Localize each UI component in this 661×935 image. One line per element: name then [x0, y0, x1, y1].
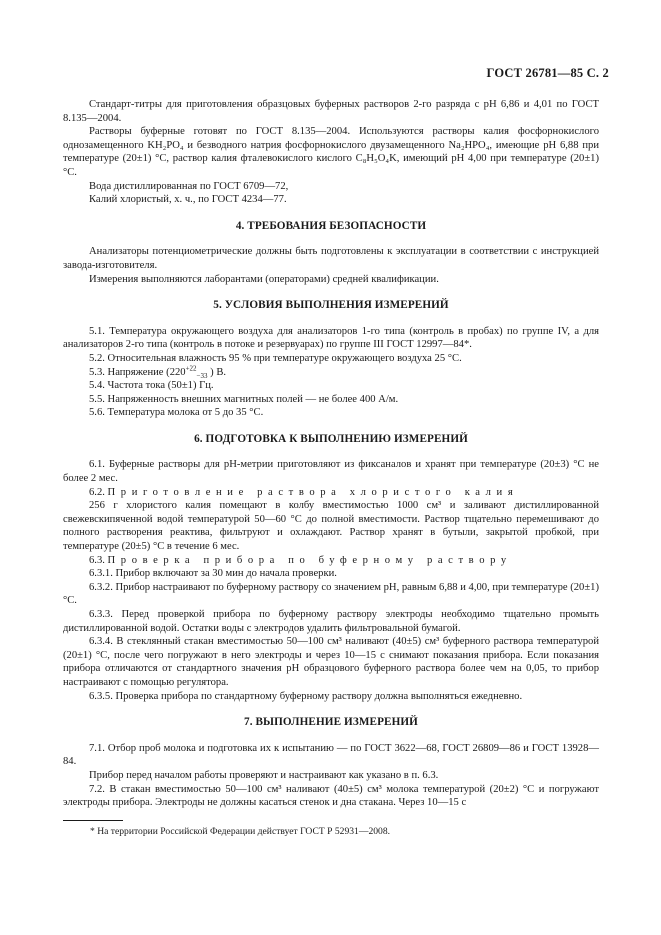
page-header: ГОСТ 26781—85 С. 2 [486, 66, 609, 80]
clause-6-3-number: 6.3. [89, 554, 105, 566]
clause-5-3-text: 5.3. Напряжение (220 [89, 366, 186, 378]
clause-6-3 [63, 554, 599, 568]
voltage-upper-tolerance: +22 [185, 363, 197, 372]
section-4-title: 4. ТРЕБОВАНИЯ БЕЗОПАСНОСТИ [235, 219, 427, 232]
clause-5-5: 5.5. Напряженность внешних магнитных полей — не более 400 А/м. [89, 393, 399, 405]
clause-7-1: 7.1. Отбор проб молока и подготовка их к испытанию — по ГОСТ 3622—68, ГОСТ 26809—86 и ГОСТ 13928—84. [63, 742, 599, 768]
clause-5-3-unit: ) В. [210, 366, 227, 378]
footnote: * На территории Российской Федерации действует ГОСТ Р 52931—2008. [90, 826, 391, 837]
clause-6-2 [63, 486, 599, 500]
section-4-paragraph-2: Измерения выполняются лаборантами (операторами) средней квалификации. [89, 273, 439, 285]
clause-7-2: 7.2. В стакан вместимостью 50—100 см³ наливают (40±5) см³ молока температурой (20±2) °С и погружают электроды прибора. Электроды не должны касаться стенок и дна стакана. Через 10—15 с [63, 783, 599, 809]
clause-6-3-2: 6.3.2. Прибор настраивают по буферному раствору со значением pH, равным 6,88 и 4,00, при температуре (20±1) °С. [63, 581, 599, 607]
intro-paragraph-2: Растворы буферные готовят по ГОСТ 8.135—2004. Используются растворы калия фосфорнокислого однозамещенного KH₂PO₄ и безводного натрия фосфорнокислого двузамещенного Na₂HPO₄, имеющие pH 6,88 при температуре (20±1) °С, раствор калия фталевокислого кислого C₈H₅O₄K, имеющий pH 4,00 при температуре (20±1) °С. [63, 126, 599, 178]
clause-5-3 [63, 363, 599, 380]
section-7-title: 7. ВЫПОЛНЕНИЕ ИЗМЕРЕНИЙ [244, 716, 418, 729]
clause-6-3-3: 6.3.3. Перед проверкой прибора по буферному раствору электроды необходимо тщательно промыть дистиллированной водой. Остатки воды с электродов удалить фильтровальной бумагой. [63, 609, 599, 634]
clause-6-1: 6.1. Буферные растворы для pH-метрии приготовляют из фиксаналов и хранят при температуре (20±3) °С не более 2 мес. [63, 459, 599, 485]
clause-6-3-title: Проверка прибора по буферному раствору [107, 554, 512, 566]
section-6-title: 6. ПОДГОТОВКА К ВЫПОЛНЕНИЮ ИЗМЕРЕНИЙ [194, 432, 468, 445]
section-5-title: 5. УСЛОВИЯ ВЫПОЛНЕНИЯ ИЗМЕРЕНИЙ [213, 299, 449, 312]
clause-6-2-title: Приготовление раствора хлористого калия [107, 486, 519, 498]
clause-5-4: 5.4. Частота тока (50±1) Гц. [89, 380, 214, 392]
intro-paragraph-1: Стандарт-титры для приготовления образцовых буферных растворов 2-го разряда с pH 6,86 и 4,01 по ГОСТ 8.135—2004. [63, 99, 599, 124]
intro-paragraph-3: Вода дистиллированная по ГОСТ 6709—72, [89, 180, 289, 192]
clause-6-2-body: 256 г хлористого калия помещают в колбу вместимостью 1000 см³ и заливают дистиллированной свежевскипяченной водой температурой 50—60 °С до полной вместимости. Раствор тщательно перемешивают до полного растворения реактива, фильтруют и охлаждают. Раствор хранят в бутыли, закрытой пробкой, при температуре (20±5) °С в течение 6 мес. [63, 500, 599, 553]
clause-6-3-5: 6.3.5. Проверка прибора по стандартному буферному раствору должна выполняться ежедневно. [89, 690, 523, 702]
clause-6-2-number: 6.2. [89, 486, 105, 498]
clause-5-2: 5.2. Относительная влажность 95 % при температуре окружающего воздуха 25 °С. [89, 352, 462, 364]
footnote-divider [63, 820, 123, 821]
clause-7-1-note: Прибор перед началом работы проверяют и настраивают как указано в п. 6.3. [89, 769, 439, 781]
intro-paragraph-4: Калий хлористый, х. ч., по ГОСТ 4234—77. [89, 194, 287, 206]
section-4-paragraph-1: Анализаторы потенциометрические должны быть подготовлены к эксплуатации в соответствии с инструкцией завода-изготовителя. [63, 246, 599, 271]
voltage-lower-tolerance: −33 [196, 371, 208, 380]
clause-5-6: 5.6. Температура молока от 5 до 35 °С. [89, 407, 264, 419]
clause-5-1: 5.1. Температура окружающего воздуха для анализаторов 1-го типа (контроль в пробах) по группе IV, а для анализаторов 2-го типа (контроль в потоке и резервуарах) по группе III ГОСТ 12997—84*. [63, 325, 599, 351]
clause-6-3-4: 6.3.4. В стеклянный стакан вместимостью 50—100 см³ наливают (40±5) см³ буферного раствора температурой (20±1) °С, после чего погружают в него электроды и через 10—15 с снимают показания прибора. Если показания прибора отличаются от стандартного значения pH образцового буферного раствора более чем на 0,05, то прибор настраивают с помощью регулятора. [63, 636, 599, 688]
document-body [63, 98, 599, 810]
clause-6-3-1: 6.3.1. Прибор включают за 30 мин до начала проверки. [89, 568, 337, 580]
